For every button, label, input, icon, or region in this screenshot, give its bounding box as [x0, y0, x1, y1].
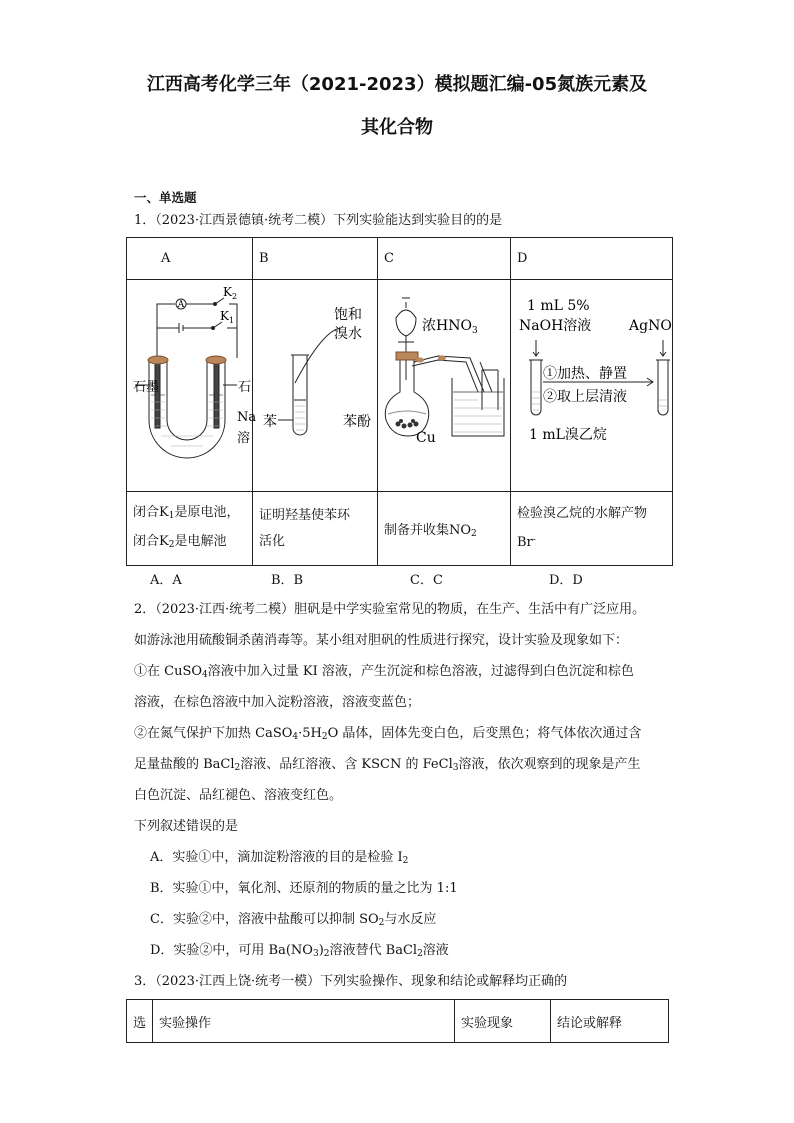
benzene-label: 苯	[263, 414, 277, 430]
step-supernatant-label: ②取上层清液	[543, 389, 627, 405]
solution-label: 溶	[237, 431, 251, 446]
q3-header-conclusion: 结论或解释	[551, 1000, 669, 1043]
step-heat-label: ①加热、静置	[543, 366, 627, 382]
q1-desc-a: 闭合$K_1$是原电池， 闭合$K_2$是电解池	[127, 492, 253, 566]
q3-header-operation: 实验操作	[153, 1000, 455, 1043]
q3-header-option: 选	[127, 1000, 153, 1043]
graphite-left-label: 石墨	[133, 380, 160, 395]
q1-desc-b: 证明羟基使苯环 活化	[253, 492, 378, 566]
u-tube-cell-diagram	[127, 280, 257, 487]
k2-label: $K_2$	[223, 285, 238, 301]
q2-line8: 下列叙述错误的是	[134, 819, 239, 834]
q1-desc-c: 制备并收集$NO_2$	[378, 492, 511, 566]
ammeter-label: A	[177, 300, 185, 310]
q2-line4: 溶液，在棕色溶液中加入淀粉溶液，溶液变蓝色；	[134, 695, 421, 710]
q3-header-phenomenon: 实验现象	[455, 1000, 551, 1043]
test-tube-bromine-diagram	[253, 280, 377, 487]
q1-diagram-c	[378, 280, 511, 492]
bromoethane-hydrolysis-diagram	[511, 280, 672, 487]
q1-table	[126, 237, 673, 566]
q1-header-b: B	[253, 238, 378, 280]
naoh-volume-label: 1 mL 5%	[527, 298, 590, 314]
q1-option-d[interactable]: D．D	[549, 573, 583, 588]
q1-desc-d: 检验溴乙烷的水解产物 Br-	[511, 492, 673, 566]
q1-header-a: A	[127, 238, 253, 280]
q2-option-b[interactable]: B．实验①中，氧化剂、还原剂的物质的量之比为 1:1	[150, 881, 458, 896]
q1-header-c: C	[378, 238, 511, 280]
q1-stem: 1．（2023·江西景德镇·统考二模）下列实验能达到实验目的的是	[134, 213, 503, 228]
q2-line2: 如游泳池用硫酸铜杀菌消毒等。某小组对胆矾的性质进行探究，设计实验及现象如下：	[134, 633, 629, 648]
naoh-solution-label: NaOH溶液	[519, 318, 592, 334]
bromine-water-label-2: 溴水	[334, 326, 362, 342]
q2-option-a[interactable]: A．实验①中，滴加淀粉溶液的目的是检验 $I_2$	[150, 850, 409, 866]
q2-option-c[interactable]: C．实验②中，溶液中盐酸可以抑制 $SO_2$与水反应	[150, 912, 437, 928]
no2-generation-diagram	[378, 280, 510, 487]
k1-label: $K_1$	[220, 309, 235, 325]
copper-label: Cu	[416, 430, 436, 446]
bromine-water-label-1: 饱和	[334, 307, 362, 323]
q2-line3: ①在 CuSO$_4$溶液中加入过量 KI 溶液，产生沉淀和棕色溶液，过滤得到白色沉淀和棕色	[134, 664, 634, 680]
q2-line1: 2．（2023·江西·统考二模）胆矾是中学实验室常见的物质，在生产、生活中有广泛应用。	[134, 602, 646, 617]
q2-line5: ②在氮气保护下加热 $CaSO_4\cdot 5H_2O$ 晶体，固体先变白色，后变黑色；将气体依次通过含	[134, 726, 642, 742]
q2-line7: 白色沉淀、品红褪色、溶液变红色。	[134, 788, 343, 803]
graphite-right-label: 石	[238, 380, 252, 395]
na-label: Na	[237, 410, 257, 425]
conc-nitric-acid-label: 浓$HNO_3$	[422, 318, 478, 336]
q3-stem: 3．（2023·江西上饶·统考一模）下列实验操作、现象和结论或解释均正确的	[134, 974, 568, 989]
phenol-label: 苯酚	[343, 414, 371, 430]
document-title-line2: 其化合物	[361, 117, 433, 138]
q1-option-a[interactable]: A．A	[150, 573, 182, 588]
q1-option-b[interactable]: B．B	[271, 573, 304, 588]
bromoethane-label: 1 mL溴乙烷	[529, 427, 607, 443]
section-heading: 一、单选题	[134, 190, 197, 205]
q3-table	[126, 999, 669, 1043]
q2-line6: 足量盐酸的 BaCl$_2$溶液、品红溶液、含 KSCN 的 FeCl$_3$溶液，依次观察到的现象是产生	[134, 757, 641, 773]
q1-diagram-d	[511, 280, 673, 492]
q2-option-d[interactable]: D．实验②中，可用 $Ba(NO_3)_2$溶液替代 BaCl$_2$溶液	[150, 943, 449, 959]
q1-diagram-b	[253, 280, 378, 492]
q1-diagram-a	[127, 280, 257, 492]
silver-nitrate-label: AgNO	[629, 318, 672, 334]
q1-header-d: D	[511, 238, 673, 280]
q1-option-c[interactable]: C．C	[410, 573, 443, 588]
document-title-line1: 江西高考化学三年（2021-2023）模拟题汇编-05氮族元素及	[146, 74, 648, 95]
